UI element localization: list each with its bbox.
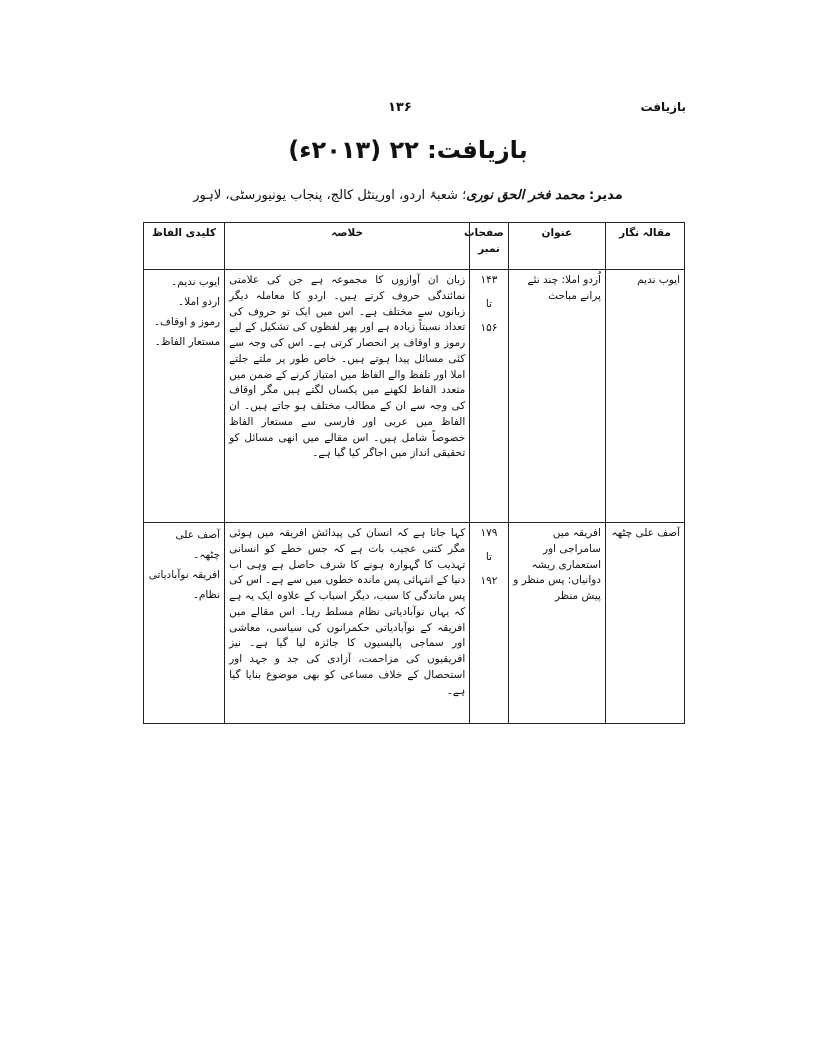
header-keywords: کلیدی الفاظ <box>144 223 225 270</box>
row-keywords <box>144 523 225 724</box>
keyword: مستعار الفاظ۔ <box>154 335 221 348</box>
page-start: ۱۴۳ <box>480 274 498 286</box>
page-end: ۱۹۲ <box>480 574 498 587</box>
header-pages: صفحات نمبر <box>470 223 508 270</box>
table-row <box>144 523 685 724</box>
editor-affiliation: ؛ شعبۂ اردو، اورینٹل کالج، پنجاب یونیورسٹی، لاہور <box>193 188 467 203</box>
header-author: مقالہ نگار <box>605 223 684 270</box>
keyword: ایوب ندیم۔ <box>171 276 221 288</box>
page-start: ۱۷۹ <box>480 527 498 539</box>
row-pages <box>470 270 508 523</box>
row-keywords <box>144 270 225 523</box>
running-head <box>130 100 686 124</box>
keyword: افریقہ نوآبادیاتی <box>148 568 221 581</box>
table-header-row <box>144 223 685 270</box>
row-abstract: زبان ان آوازوں کا مجموعہ ہے جن کی علامتی نمائندگی حروف کرتے ہیں۔ اردو کا معاملہ دیگر زبانوں سے مختلف ہے۔ اس میں ایک تو حروف کی تعداد نسبتاً زیادہ ہے اور پھر لفظوں کی تشکیل کے لیے رموز و اوقاف پر انحصار کرتی ہے۔ اس کی وجہ سے کئی مسائل پیدا ہوتے ہیں۔ خاص طور پر ملتے جلتے املا اور تلفظ والے الفاظ میں امتیاز کرنے کے ضمن میں متعدد الفاظ لکھنے میں یکساں لگتے ہیں مگر اوقاف کی وجہ سے ان کے مطالب مختلف ہو جاتے ہیں۔ ان الفاظ میں عربی اور فارسی سے مستعار الفاظ خصوصاً شامل ہیں۔ اس مقالے میں انھی مسائل کو تحقیقی انداز میں اجاگر کیا گیا ہے۔ <box>225 270 470 523</box>
editor-name: محمد فخر الحق نوری <box>466 188 585 203</box>
page-to: تا <box>485 297 493 310</box>
header-abstract: خلاصہ <box>225 223 470 270</box>
page-to: تا <box>485 550 493 563</box>
row-author: آصف علی چٹھہ <box>605 523 684 724</box>
row-title: افریقہ میں سامراجی اور استعماری ریشہ دوانیاں: پس منظر و پیش منظر <box>508 523 605 724</box>
row-author: ایوب ندیم <box>605 270 684 523</box>
row-abstract: کہا جاتا ہے کہ انسان کی پیدائش افریقہ میں ہوئی مگر کتنی عجیب بات ہے کہ جس خطے کو انسانی تہذیب کا گہوارہ ہونے کا شرف حاصل ہے وہی اب دنیا کے انتہائی پس ماندہ خطوں میں سے ہے۔ اس کی پس ماندگی کا سبب، دیگر اسباب کے علاوہ ایک یہ ہے کہ یہاں نوآبادیاتی نظام مسلط رہا۔ اس مقالے میں افریقہ کے نوآبادیاتی حکمرانوں کی سیاسی، معاشی اور سماجی پالیسیوں کا جائزہ لیا گیا ہے۔ نیز افریقیوں کی مزاحمت، آزادی کی جد و جہد اور استحصال کے خلاف مساعی کو بھی موضوع بنایا گیا ہے۔ <box>225 523 470 724</box>
running-title: بازیافت <box>640 100 686 114</box>
row-title: اُردو املا: چند نئے پرانے مباحث <box>508 270 605 523</box>
page-end: ۱۵۶ <box>480 321 498 334</box>
articles-table <box>143 222 685 724</box>
keyword: رموز و اوقاف۔ <box>153 315 221 328</box>
row-pages <box>470 523 508 724</box>
page-number: ۱۳۶ <box>388 100 412 115</box>
keyword: آصف علی چٹھہ۔ <box>175 529 221 561</box>
editor-label: مدیر: <box>589 188 623 203</box>
issue-title: بازیافت: ۲۲ (۲۰۱۳ء) <box>288 136 528 164</box>
table-row <box>144 270 685 523</box>
header-title: عنوان <box>508 223 605 270</box>
editor-line <box>130 188 686 203</box>
keyword: نظام۔ <box>192 588 221 601</box>
keyword: اردو املا۔ <box>178 295 221 308</box>
